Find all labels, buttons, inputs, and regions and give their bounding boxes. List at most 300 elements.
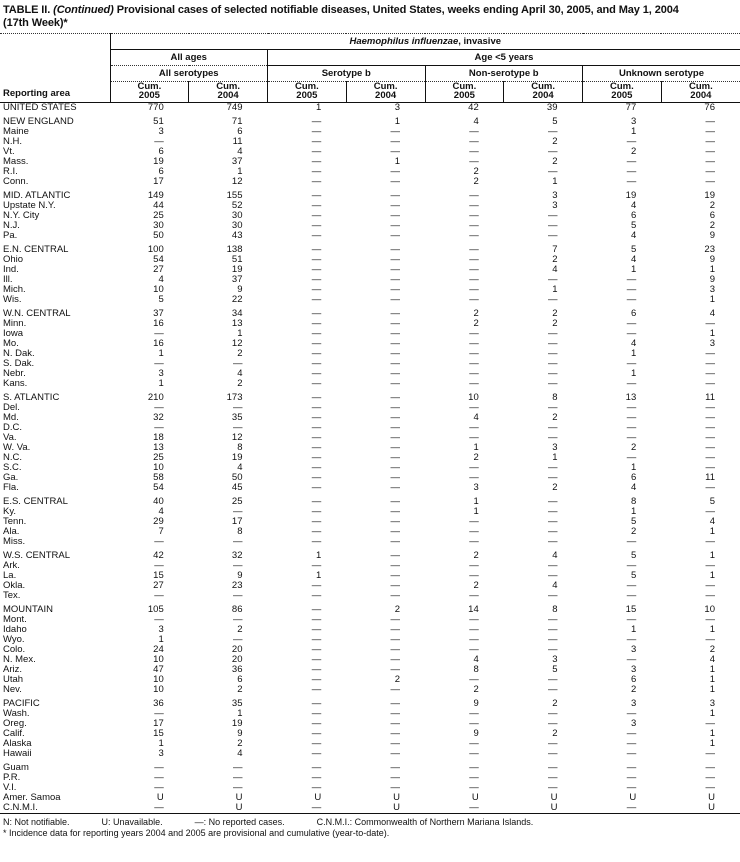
value-cell: — (311, 763, 322, 773)
value-cell: 6 (158, 147, 164, 157)
value-cell: 1 (709, 665, 715, 675)
value-cell: — (311, 605, 322, 615)
value-cell: 47 (153, 665, 164, 675)
value-cell: 45 (231, 483, 243, 493)
value-cell: 44 (153, 201, 164, 211)
value-cell: — (626, 413, 637, 423)
value-cell: — (311, 749, 322, 759)
value-cell: 6 (237, 127, 243, 137)
value-cell: 6 (158, 167, 164, 177)
value-cell: — (469, 423, 479, 433)
value-cell: 58 (153, 473, 164, 483)
value-cell: — (469, 329, 479, 339)
value-cell: 12 (231, 339, 243, 349)
table-row (0, 645, 740, 655)
value-cell: — (548, 527, 558, 537)
value-cell: 2 (473, 177, 479, 187)
reporting-area-label: W. Va. (3, 443, 31, 453)
value-cell: 20 (231, 655, 243, 665)
footnote-cnmi: C.N.M.I.: Commonwealth of Northern Mariana Islands. (316, 817, 534, 827)
disease-header (110, 34, 740, 50)
value-cell: 4 (158, 507, 164, 517)
value-cell: 2 (552, 157, 558, 167)
reporting-area-label: S. Dak. (3, 359, 35, 369)
value-cell: — (311, 413, 322, 423)
value-cell: — (390, 463, 400, 473)
value-cell: — (311, 635, 322, 645)
reporting-area-label: La. (3, 571, 17, 581)
value-cell: — (548, 211, 558, 221)
value-cell: 1 (315, 571, 322, 581)
footnote-legend (3, 817, 740, 828)
value-cell: — (311, 265, 322, 275)
reporting-area-label: N. Mex. (3, 655, 36, 665)
value-cell: 4 (158, 275, 164, 285)
value-cell: 1 (237, 167, 243, 177)
value-cell: — (548, 369, 558, 379)
table-row (0, 117, 740, 127)
value-cell: 2 (473, 581, 479, 591)
value-cell: — (390, 453, 400, 463)
value-cell: 5 (158, 295, 164, 305)
value-cell: — (548, 463, 558, 473)
value-cell: 2 (552, 255, 558, 265)
table-body (0, 103, 740, 814)
value-cell: — (311, 191, 322, 201)
value-cell: 4 (552, 581, 558, 591)
table-row (0, 793, 740, 803)
value-cell: — (154, 591, 164, 601)
table-row (0, 739, 740, 749)
value-cell: — (233, 537, 243, 547)
value-cell: 14 (468, 605, 479, 615)
column-header-cum-2005 (110, 82, 189, 103)
value-cell: 1 (709, 625, 715, 635)
value-cell: — (390, 147, 400, 157)
footnote-no-reported-cases: —: No reported cases. (194, 817, 285, 827)
value-cell: — (311, 379, 322, 389)
value-cell: 2 (552, 309, 558, 319)
value-cell: — (469, 645, 479, 655)
value-cell: — (233, 615, 243, 625)
value-cell: — (390, 749, 400, 759)
value-cell: 749 (226, 102, 243, 113)
value-cell: — (626, 581, 637, 591)
table-row (0, 369, 740, 379)
value-cell: 50 (231, 473, 243, 483)
value-cell: — (154, 329, 164, 339)
value-cell: 1 (709, 709, 715, 719)
value-cell: 10 (704, 605, 715, 615)
value-cell: — (311, 507, 322, 517)
value-cell: — (390, 739, 400, 749)
reporting-area-label: Pa. (3, 231, 18, 241)
table-row (0, 605, 740, 615)
value-cell: — (390, 719, 400, 729)
value-cell: — (390, 137, 400, 147)
value-cell: — (390, 591, 400, 601)
value-cell: — (233, 763, 243, 773)
value-cell: 17 (153, 177, 164, 187)
value-cell: — (705, 167, 715, 177)
value-cell: — (311, 319, 322, 329)
value-cell: 105 (147, 605, 164, 615)
value-cell: — (548, 147, 558, 157)
value-cell: 1 (473, 443, 479, 453)
value-cell: — (469, 359, 479, 369)
value-cell: — (548, 433, 558, 443)
value-cell: — (469, 231, 479, 241)
value-cell: 5 (630, 571, 637, 581)
cum-label: Cum. (216, 81, 240, 92)
value-cell: 12 (231, 433, 243, 443)
value-cell: 17 (153, 719, 164, 729)
value-cell: 3 (158, 749, 164, 759)
value-cell: — (390, 413, 400, 423)
value-cell: 2 (473, 309, 479, 319)
value-cell: — (390, 699, 400, 709)
value-cell: 42 (468, 102, 479, 113)
value-cell: 3 (630, 645, 637, 655)
value-cell: 42 (153, 551, 164, 561)
value-cell: — (469, 783, 479, 793)
value-cell: — (469, 245, 479, 255)
value-cell: — (705, 537, 715, 547)
value-cell: 1 (158, 379, 164, 389)
value-cell: — (311, 615, 322, 625)
value-cell: 3 (473, 483, 479, 493)
value-cell: 10 (153, 675, 164, 685)
value-cell: — (390, 561, 400, 571)
value-cell: — (311, 443, 322, 453)
reporting-area-label: Va. (3, 433, 17, 443)
reporting-area-label: Iowa (3, 329, 24, 339)
table-row (0, 255, 740, 265)
value-cell: 24 (153, 645, 164, 655)
value-cell: — (311, 309, 322, 319)
value-cell: 1 (709, 739, 715, 749)
table-row (0, 581, 740, 591)
value-cell: 1 (552, 285, 558, 295)
value-cell: — (548, 763, 558, 773)
value-cell: — (311, 157, 322, 167)
value-cell: — (390, 295, 400, 305)
value-cell: — (390, 433, 400, 443)
value-cell: — (311, 147, 322, 157)
value-cell: — (548, 645, 558, 655)
reporting-area-label: Wyo. (3, 635, 25, 645)
reporting-area-label: Tex. (3, 591, 21, 601)
value-cell: U (235, 793, 243, 803)
cum-year: 2004 (217, 90, 239, 101)
table-header (0, 34, 740, 103)
value-cell: — (626, 285, 637, 295)
value-cell: — (311, 709, 322, 719)
column-header-cum-2004 (346, 82, 425, 103)
reporting-area-label: S.C. (3, 463, 22, 473)
value-cell: — (626, 709, 637, 719)
value-cell: 2 (237, 625, 243, 635)
value-cell: — (311, 329, 322, 339)
value-cell: 37 (231, 157, 243, 167)
value-cell: — (233, 403, 243, 413)
value-cell: — (705, 561, 715, 571)
cum-label: Cum. (689, 81, 713, 92)
value-cell: 149 (147, 191, 164, 201)
value-cell: — (390, 167, 400, 177)
cum-year: 2004 (375, 90, 397, 101)
value-cell: — (311, 463, 322, 473)
value-cell: — (705, 443, 715, 453)
reporting-area-label: V.I. (3, 783, 17, 793)
value-cell: — (548, 507, 558, 517)
value-cell: — (548, 231, 558, 241)
value-cell: 35 (231, 699, 243, 709)
table-row (0, 763, 740, 773)
value-cell: — (311, 453, 322, 463)
value-cell: — (548, 339, 558, 349)
value-cell: 2 (630, 147, 637, 157)
value-cell: — (705, 137, 715, 147)
reporting-area-label: Ky. (3, 507, 17, 517)
value-cell: — (469, 473, 479, 483)
table-row (0, 265, 740, 275)
table-row (0, 507, 740, 517)
value-cell: — (311, 221, 322, 231)
reporting-area-header: Reporting area (0, 34, 110, 103)
value-cell: — (469, 221, 479, 231)
value-cell: — (390, 507, 400, 517)
table-row (0, 157, 740, 167)
value-cell: — (626, 403, 637, 413)
reporting-area-label: N. Dak. (3, 349, 35, 359)
table-row (0, 339, 740, 349)
value-cell: 1 (630, 369, 637, 379)
column-group-serotype-b: Serotype b (268, 66, 426, 82)
value-cell: — (469, 709, 479, 719)
value-cell: 11 (232, 137, 243, 147)
value-cell: — (705, 433, 715, 443)
value-cell: — (626, 803, 637, 813)
value-cell: — (390, 615, 400, 625)
value-cell: — (548, 403, 558, 413)
value-cell: 19 (153, 157, 164, 167)
value-cell: U (235, 803, 243, 813)
value-cell: 51 (153, 117, 164, 127)
value-cell: — (311, 349, 322, 359)
value-cell: — (311, 783, 322, 793)
value-cell: — (705, 581, 715, 591)
header-row-disease (0, 34, 740, 50)
value-cell: 3 (552, 191, 558, 201)
value-cell: 1 (630, 463, 637, 473)
value-cell: — (311, 177, 322, 187)
value-cell: — (626, 561, 637, 571)
table-title-week: (17th Week)* (3, 17, 68, 29)
value-cell: 1 (630, 507, 637, 517)
value-cell: — (390, 221, 400, 231)
value-cell: 1 (394, 157, 400, 167)
value-cell: — (469, 265, 479, 275)
value-cell: — (154, 359, 164, 369)
value-cell: — (705, 483, 715, 493)
value-cell: 22 (231, 295, 243, 305)
value-cell: — (548, 167, 558, 177)
reporting-area-label: Mass. (3, 157, 29, 167)
value-cell: — (311, 527, 322, 537)
value-cell: 1 (158, 349, 164, 359)
value-cell: — (390, 231, 400, 241)
value-cell: 2 (709, 645, 715, 655)
table-row (0, 403, 740, 413)
value-cell: 2 (473, 685, 479, 695)
value-cell: — (626, 423, 637, 433)
value-cell: U (708, 793, 715, 803)
table-row (0, 329, 740, 339)
value-cell: 4 (237, 749, 243, 759)
footnotes (0, 814, 740, 839)
value-cell: 5 (709, 497, 715, 507)
value-cell: — (626, 329, 637, 339)
value-cell: — (390, 285, 400, 295)
value-cell: — (311, 127, 322, 137)
value-cell: — (390, 551, 400, 561)
value-cell: — (233, 591, 243, 601)
value-cell: 1 (158, 739, 164, 749)
table-row (0, 463, 740, 473)
value-cell: 2 (473, 167, 479, 177)
value-cell: — (469, 463, 479, 473)
value-cell: — (548, 379, 558, 389)
value-cell: — (311, 581, 322, 591)
value-cell: — (705, 413, 715, 423)
table-row (0, 709, 740, 719)
value-cell: — (390, 571, 400, 581)
value-cell: 10 (153, 285, 164, 295)
value-cell: 2 (473, 319, 479, 329)
value-cell: — (469, 295, 479, 305)
value-cell: — (154, 561, 164, 571)
value-cell: — (311, 803, 322, 813)
value-cell: — (469, 157, 479, 167)
value-cell: — (311, 285, 322, 295)
value-cell: 2 (709, 221, 715, 231)
value-cell: 4 (473, 117, 479, 127)
column-header-cum-2005 (425, 82, 504, 103)
cum-year: 2004 (532, 90, 554, 101)
value-cell: — (311, 369, 322, 379)
value-cell: — (390, 177, 400, 187)
value-cell: — (469, 201, 479, 211)
value-cell: — (390, 379, 400, 389)
value-cell: — (626, 537, 637, 547)
value-cell: — (390, 211, 400, 221)
value-cell: — (626, 763, 637, 773)
value-cell: — (390, 709, 400, 719)
header-row-cum (0, 82, 740, 103)
table-row (0, 319, 740, 329)
value-cell: 1 (394, 117, 400, 127)
value-cell: 36 (153, 699, 164, 709)
value-cell: — (311, 245, 322, 255)
reporting-area-label: R.I. (3, 167, 18, 177)
value-cell: 12 (231, 177, 243, 187)
value-cell: — (311, 117, 322, 127)
table-row (0, 655, 740, 665)
value-cell: — (469, 255, 479, 265)
value-cell: — (311, 685, 322, 695)
table-row (0, 635, 740, 645)
value-cell: — (311, 561, 322, 571)
value-cell: — (469, 749, 479, 759)
value-cell: 2 (552, 137, 558, 147)
table-row (0, 773, 740, 783)
value-cell: 8 (552, 393, 558, 403)
value-cell: — (233, 635, 243, 645)
value-cell: — (390, 665, 400, 675)
value-cell: — (311, 739, 322, 749)
value-cell: 2 (552, 483, 558, 493)
value-cell: U (629, 793, 637, 803)
value-cell: 2 (237, 739, 243, 749)
value-cell: 23 (231, 581, 243, 591)
value-cell: — (311, 719, 322, 729)
cum-label: Cum. (610, 81, 634, 92)
value-cell: 3 (158, 625, 164, 635)
value-cell: 3 (630, 699, 637, 709)
reporting-area-label: Nebr. (3, 369, 26, 379)
value-cell: 37 (231, 275, 243, 285)
value-cell: 4 (630, 231, 637, 241)
value-cell: — (154, 615, 164, 625)
table-row (0, 729, 740, 739)
table-row (0, 443, 740, 453)
value-cell: — (311, 231, 322, 241)
value-cell: 9 (709, 255, 715, 265)
value-cell: — (390, 473, 400, 483)
value-cell: — (154, 773, 164, 783)
value-cell: — (390, 517, 400, 527)
value-cell: — (390, 349, 400, 359)
value-cell: — (469, 517, 479, 527)
cum-year: 2005 (138, 90, 160, 101)
reporting-area-label: N.Y. City (3, 211, 40, 221)
value-cell: 3 (709, 699, 715, 709)
value-cell: — (311, 275, 322, 285)
value-cell: 8 (630, 497, 637, 507)
value-cell: 2 (237, 349, 243, 359)
value-cell: — (548, 739, 558, 749)
reporting-area-label: Miss. (3, 537, 26, 547)
value-cell: — (705, 349, 715, 359)
value-cell: — (390, 581, 400, 591)
value-cell: — (311, 423, 322, 433)
column-header-cum-2004 (661, 82, 740, 103)
value-cell: — (390, 537, 400, 547)
value-cell: 54 (153, 483, 164, 493)
reporting-area-label: N.C. (3, 453, 22, 463)
value-cell: — (390, 329, 400, 339)
reporting-area-label: MOUNTAIN (3, 605, 53, 615)
value-cell: 6 (630, 473, 637, 483)
table-row (0, 749, 740, 759)
reporting-area-label: Vt. (3, 147, 15, 157)
value-cell: — (548, 571, 558, 581)
value-cell: 155 (226, 191, 243, 201)
value-cell: 51 (231, 255, 243, 265)
cum-year: 2005 (453, 90, 475, 101)
value-cell: — (311, 699, 322, 709)
